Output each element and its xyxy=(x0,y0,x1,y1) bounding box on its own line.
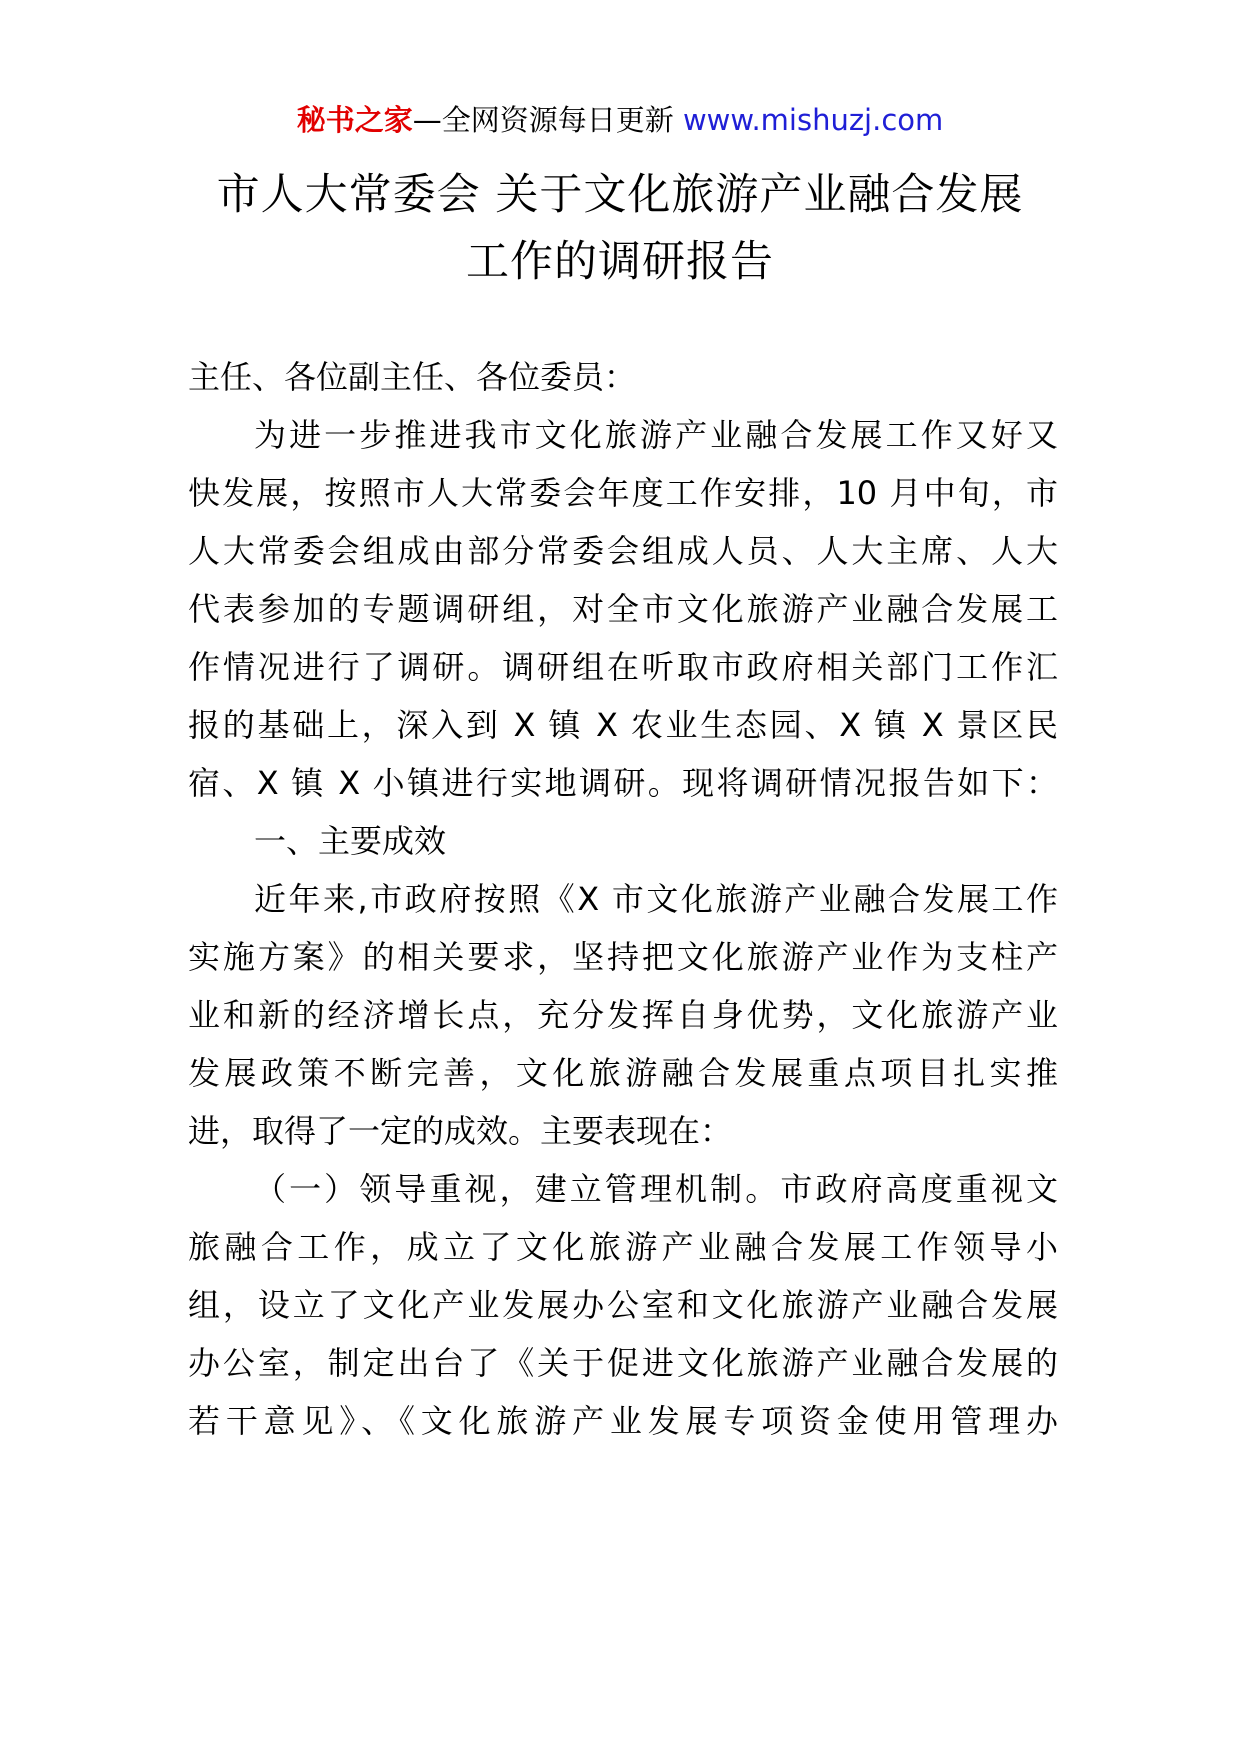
paragraph-line: 旅融合工作，成立了文化旅游产业融合发展工作领导小 xyxy=(188,1228,1058,1266)
paragraph-line: 快发展，按照市人大常委会年度工作安排，10 月中旬，市 xyxy=(188,474,1058,512)
paragraph-line: 代表参加的专题调研组，对全市文化旅游产业融合发展工 xyxy=(188,590,1058,628)
paragraph-line: 组，设立了文化产业发展办公室和文化旅游产业融合发展 xyxy=(188,1286,1058,1324)
paragraph-line: 业和新的经济增长点，充分发挥自身优势，文化旅游产业 xyxy=(188,996,1058,1034)
paragraph-line: 若干意见》、《文化旅游产业发展专项资金使用管理办 xyxy=(188,1402,1058,1440)
salutation: 主任、各位副主任、各位委员： xyxy=(188,358,637,396)
site-header xyxy=(0,100,1240,140)
paragraph-line: 发展政策不断完善，文化旅游融合发展重点项目扎实推 xyxy=(188,1054,1058,1092)
site-url-link[interactable]: www.mishuzj.com xyxy=(682,103,944,137)
document-title-line-1: 市人大常委会 关于文化旅游产业融合发展 xyxy=(216,170,1024,220)
paragraph-line: 报的基础上，深入到 X 镇 X 农业生态园、X 镇 X 景区民 xyxy=(188,706,1058,744)
paragraph-line: 为进一步推进我市文化旅游产业融合发展工作又好又 xyxy=(254,416,1058,454)
brand-name: 秘书之家 xyxy=(296,103,413,137)
paragraph-line: 作情况进行了调研。调研组在听取市政府相关部门工作汇 xyxy=(188,648,1058,686)
paragraph-line: 宿、X 镇 X 小镇进行实地调研。现将调研情况报告如下： xyxy=(188,764,1058,802)
paragraph-line: （一）领导重视，建立管理机制。市政府高度重视文 xyxy=(254,1170,1058,1208)
paragraph-line: 办公室，制定出台了《关于促进文化旅游产业融合发展的 xyxy=(188,1344,1058,1382)
paragraph-line: 近年来,市政府按照《X 市文化旅游产业融合发展工作 xyxy=(254,880,1058,918)
paragraph-line: 人大常委会组成由部分常委会组成人员、人大主席、人大 xyxy=(188,532,1058,570)
paragraph-line: 进，取得了一定的成效。主要表现在： xyxy=(188,1112,733,1150)
section-heading: 一、主要成效 xyxy=(254,822,447,860)
document-title-line-2: 工作的调研报告 xyxy=(466,237,774,287)
paragraph-line: 实施方案》的相关要求，坚持把文化旅游产业作为支柱产 xyxy=(188,938,1058,976)
header-tagline: —全网资源每日更新 xyxy=(412,103,674,137)
